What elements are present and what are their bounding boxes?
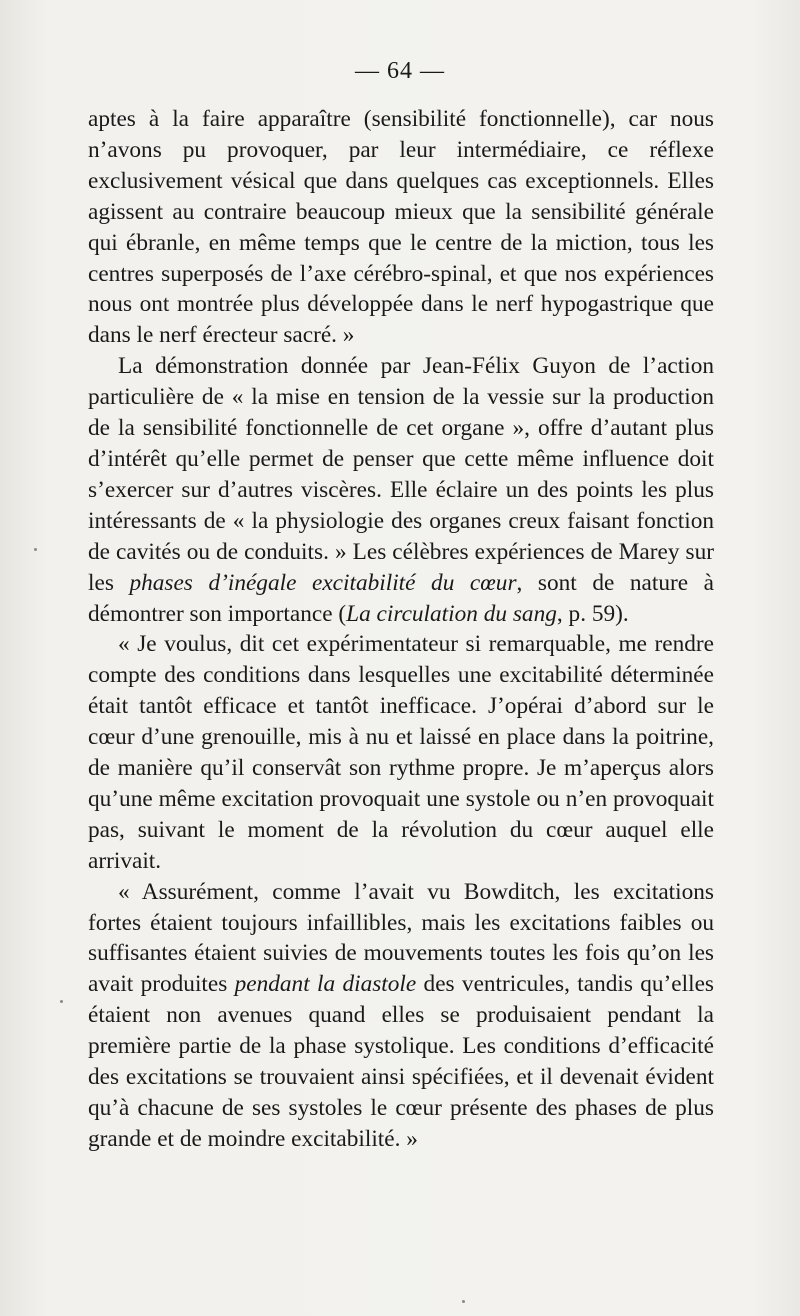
- text-segment: aptes à la faire apparaître (sensibilité fonctionnelle), car nous n’avons pu provoquer, par leur intermédiaire, ce réflexe exclusivement vésical que dans quelques cas exceptionnels. Elles agissent au contraire beaucoup mieux que la sensibilité générale qui ébranle, en même temps que le centre de la miction, tous les centres superposés de l’axe cérébro-spinal, et que nos expériences nous ont montrée plus développée dans le nerf hypogastrique que dans le nerf érecteur sacré. »: [88, 106, 714, 349]
- text-segment: des ventricules, tandis qu’elles étaient non avenues quand elles se produisaient pendant la première partie de la phase systolique. Les conditions d’efficacité des excitations se trouvaient ainsi spécifiées, et il devenait évident qu’à chacune de ses systoles le cœur présente des phases de plus grande et de moindre excitabilité. »: [88, 971, 714, 1152]
- paragraph-continuation: [88, 104, 714, 351]
- text-segment: La démonstration donnée par Jean-Félix Guyon de l’action particulière de « la mise en tension de la vessie sur la production de la sensibilité fonctionnelle de cet organe », offre d’autant plus d’intérêt qu’elle permet de penser que cette même influence doit s’exercer sur d’autres viscères. Elle éclaire un des points les plus intéressants de « la physiologie des organes creux faisant fonction de cavités ou de conduits. » Les célèbres expériences de Marey sur les: [88, 353, 714, 596]
- paper-speck: [34, 548, 37, 551]
- body-text: [88, 104, 714, 1155]
- paragraph-bowditch-quote: [88, 877, 714, 1155]
- italic-segment: pendant la diastole: [234, 971, 417, 998]
- italic-segment: La circulation du sang: [346, 600, 557, 627]
- paper-speck: [462, 1300, 465, 1303]
- paragraph-marey-quote: [88, 629, 714, 876]
- text-segment: , sont de nature à démontrer son importance (: [88, 569, 714, 627]
- italic-segment: phases d’inégale excitabilité du cœur: [129, 569, 517, 596]
- text-segment: , p. 59).: [556, 600, 629, 627]
- paragraph-guyon: [88, 351, 714, 629]
- page-number: — 64 —: [355, 58, 445, 84]
- text-segment: « Je voulus, dit cet expérimentateur si remarquable, me rendre compte des conditions dans lesquelles une excitabilité déterminée était tantôt efficace et tantôt inefficace. J’opérai d’abord sur le cœur d’une grenouille, mis à nu et laissé en place dans la poitrine, de manière qu’il conservât son rythme propre. Je m’aperçus alors qu’une même excitation provoquait une systole ou n’en provoquait pas, suivant le moment de la révolution du cœur auquel elle arrivait.: [88, 631, 714, 874]
- text-segment: « Assurément, comme l’avait vu Bowditch, les excitations fortes étaient toujours infaillibles, mais les excitations faibles ou suffisantes étaient suivies de mouvements toutes les fois qu’on les avait produites: [88, 878, 714, 998]
- paper-speck: [60, 1000, 63, 1003]
